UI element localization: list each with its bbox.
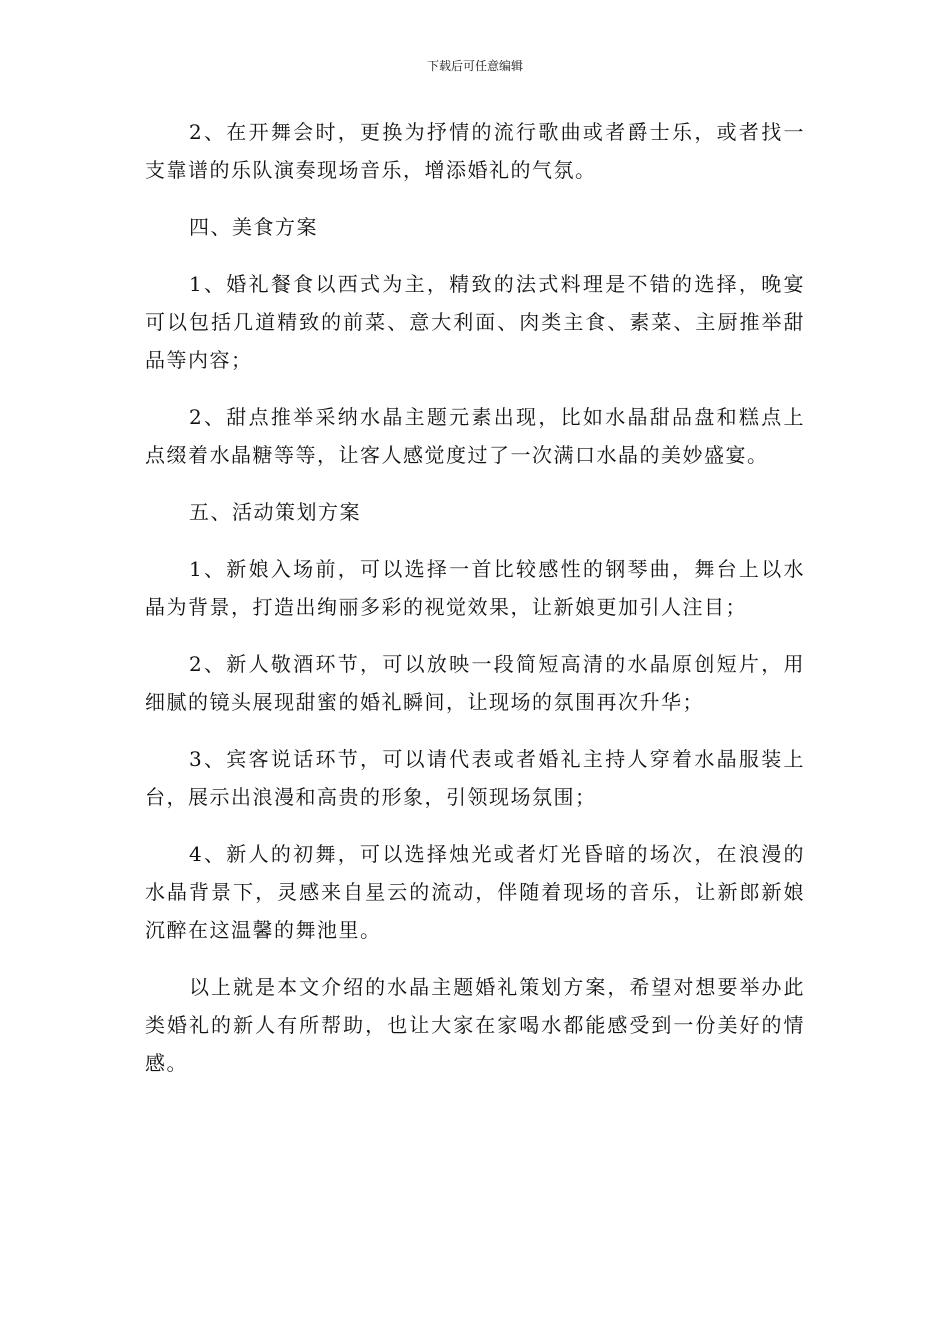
paragraph-food-meal: 1、婚礼餐食以西式为主，精致的法式料理是不错的选择，晚宴可以包括几道精致的前菜、意大利面、肉类主食、素菜、主厨推举甜品等内容； [145,272,805,372]
paragraph-toast: 2、新人敬酒环节，可以放映一段简短高清的水晶原创短片，用细腻的镜头展现甜蜜的婚礼瞬间，让现场的氛围再次升华； [145,652,805,714]
paragraph-guest-speech: 3、宾客说话环节，可以请代表或者婚礼主持人穿着水晶服装上台，展示出浪漫和高贵的形象，引领现场氛围； [145,747,805,809]
paragraph-music-dance: 2、在开舞会时，更换为抒情的流行歌曲或者爵士乐，或者找一支靠谱的乐队演奏现场音乐，增添婚礼的气氛。 [145,120,805,182]
paragraph-first-dance: 4、新人的初舞，可以选择烛光或者灯光昏暗的场次，在浪漫的水晶背景下，灵感来自星云的流动，伴随着现场的音乐，让新郎新娘沉醉在这温馨的舞池里。 [145,842,805,942]
paragraph-conclusion: 以上就是本文介绍的水晶主题婚礼策划方案，希望对想要举办此类婚礼的新人有所帮助，也让大家在家喝水都能感受到一份美好的情感。 [145,975,805,1075]
section-heading-food: 四、美食方案 [189,215,318,239]
page-header: 下载后可任意编辑 [426,59,523,73]
paragraph-bride-entrance: 1、新娘入场前，可以选择一首比较感性的钢琴曲，舞台上以水晶为背景，打造出绚丽多彩的视觉效果，让新娘更加引人注目； [145,557,805,619]
section-heading-activities: 五、活动策划方案 [189,500,361,524]
paragraph-food-dessert: 2、甜点推举采纳水晶主题元素出现，比如水晶甜品盘和糕点上点缀着水晶糖等等，让客人感觉度过了一次满口水晶的美妙盛宴。 [145,405,805,467]
document-body [145,113,805,1101]
